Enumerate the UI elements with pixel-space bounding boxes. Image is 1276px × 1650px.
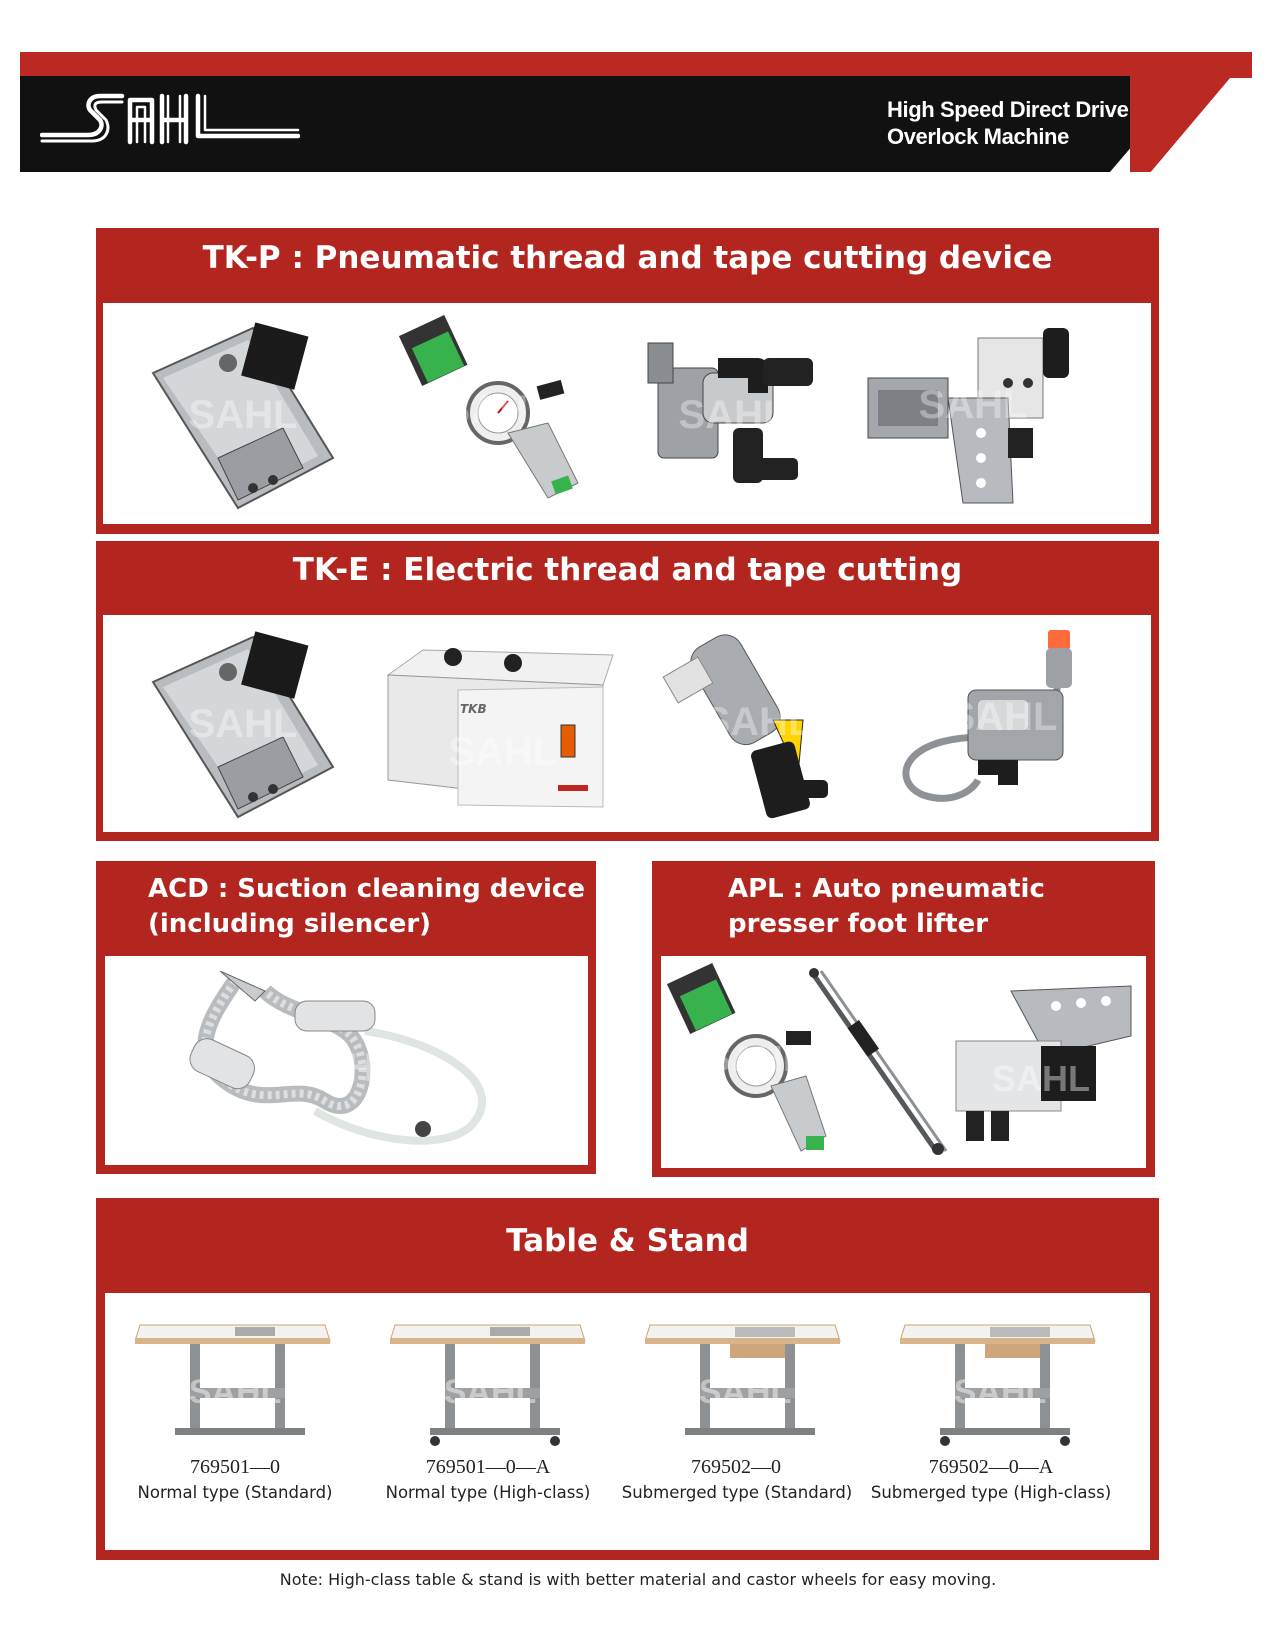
table-stand-model: 769501—0—A — [425, 1456, 551, 1478]
tke-image-area — [103, 615, 1151, 832]
table-stand-desc: Normal type (High-class) — [385, 1483, 591, 1502]
acd-panel — [96, 861, 596, 1174]
watermark: SAHL — [443, 1373, 537, 1411]
table-stand-panel — [96, 1198, 1159, 1560]
apl-panel — [652, 861, 1155, 1177]
table-stand-image — [900, 1303, 1100, 1453]
brand-logo — [40, 90, 300, 156]
suction-hose-assembly-image — [175, 971, 515, 1161]
header-red-band — [20, 52, 1252, 78]
tape-cutter-bracket-image — [143, 318, 343, 513]
lifter-rod-image — [786, 961, 956, 1161]
acd-title-line1: ACD : Suction cleaning device — [148, 874, 585, 904]
tke-title: TK-E : Electric thread and tape cutting — [292, 552, 963, 588]
table-stand-image — [135, 1303, 335, 1453]
table-stand-image — [390, 1303, 590, 1453]
header-tagline — [887, 96, 1128, 150]
watermark: SAHL — [948, 695, 1058, 739]
table-stand-image-area — [105, 1293, 1150, 1550]
footnote: Note: High-class table & stand is with better material and castor wheels for easy moving. — [279, 1570, 997, 1589]
acd-title — [148, 872, 585, 942]
watermark: SAHL — [698, 1373, 792, 1411]
watermark: SAHL — [703, 700, 813, 744]
tkp-panel — [96, 228, 1159, 534]
control-box-image — [383, 645, 623, 820]
table-stand-desc: Submerged type (Standard) — [621, 1483, 853, 1502]
watermark: SAHL — [290, 1046, 400, 1090]
watermark: SAHL — [918, 383, 1028, 427]
table-stand-model: 769502—0—A — [928, 1456, 1054, 1478]
table-stand-title: Table & Stand — [506, 1223, 749, 1259]
watermark: SAHL — [448, 730, 558, 774]
table-stand-desc: Normal type (Standard) — [137, 1483, 333, 1502]
table-stand-image — [645, 1303, 845, 1453]
watermark: SAHL — [188, 702, 298, 746]
apl-title-line1: APL : Auto pneumatic — [728, 874, 1045, 904]
watermark: SAHL — [707, 1038, 805, 1079]
table-stand-model: 769501—0 — [190, 1456, 280, 1478]
acd-image-area — [105, 956, 588, 1165]
watermark: SAHL — [678, 393, 788, 437]
tagline-line2: Overlock Machine — [887, 124, 1069, 149]
tagline-line1: High Speed Direct Drive — [887, 97, 1129, 122]
pneumatic-cylinder-mount-image — [863, 308, 1093, 513]
watermark: SAHL — [992, 1058, 1090, 1099]
table-stand-desc: Submerged type (High-class) — [870, 1483, 1112, 1502]
presser-foot-cylinder-image — [946, 981, 1141, 1161]
apl-title-line2: presser foot lifter — [728, 909, 989, 939]
control-box-label: TKB — [460, 702, 487, 716]
table-stand-model: 769502—0 — [691, 1456, 781, 1478]
apl-title — [728, 872, 1045, 942]
header-red-diagonal — [1130, 52, 1252, 172]
pneumatic-cylinder-cutter-image — [638, 328, 838, 513]
watermark: SAHL — [188, 393, 298, 437]
watermark: SAHL — [188, 1373, 282, 1411]
tkp-image-area — [103, 303, 1151, 524]
tkp-title: TK-P : Pneumatic thread and tape cutting device — [202, 240, 1053, 276]
watermark: SAHL — [953, 1373, 1047, 1411]
apl-image-area — [661, 956, 1146, 1168]
cable-connector-unit-image — [883, 620, 1103, 825]
tape-cutter-bracket-image — [143, 627, 343, 822]
acd-title-line2: (including silencer) — [148, 909, 432, 939]
air-filter-regulator-image — [388, 313, 598, 513]
electric-cutter-solenoid-image — [658, 625, 848, 825]
watermark: SAHL — [443, 388, 553, 432]
tke-panel — [96, 541, 1159, 841]
